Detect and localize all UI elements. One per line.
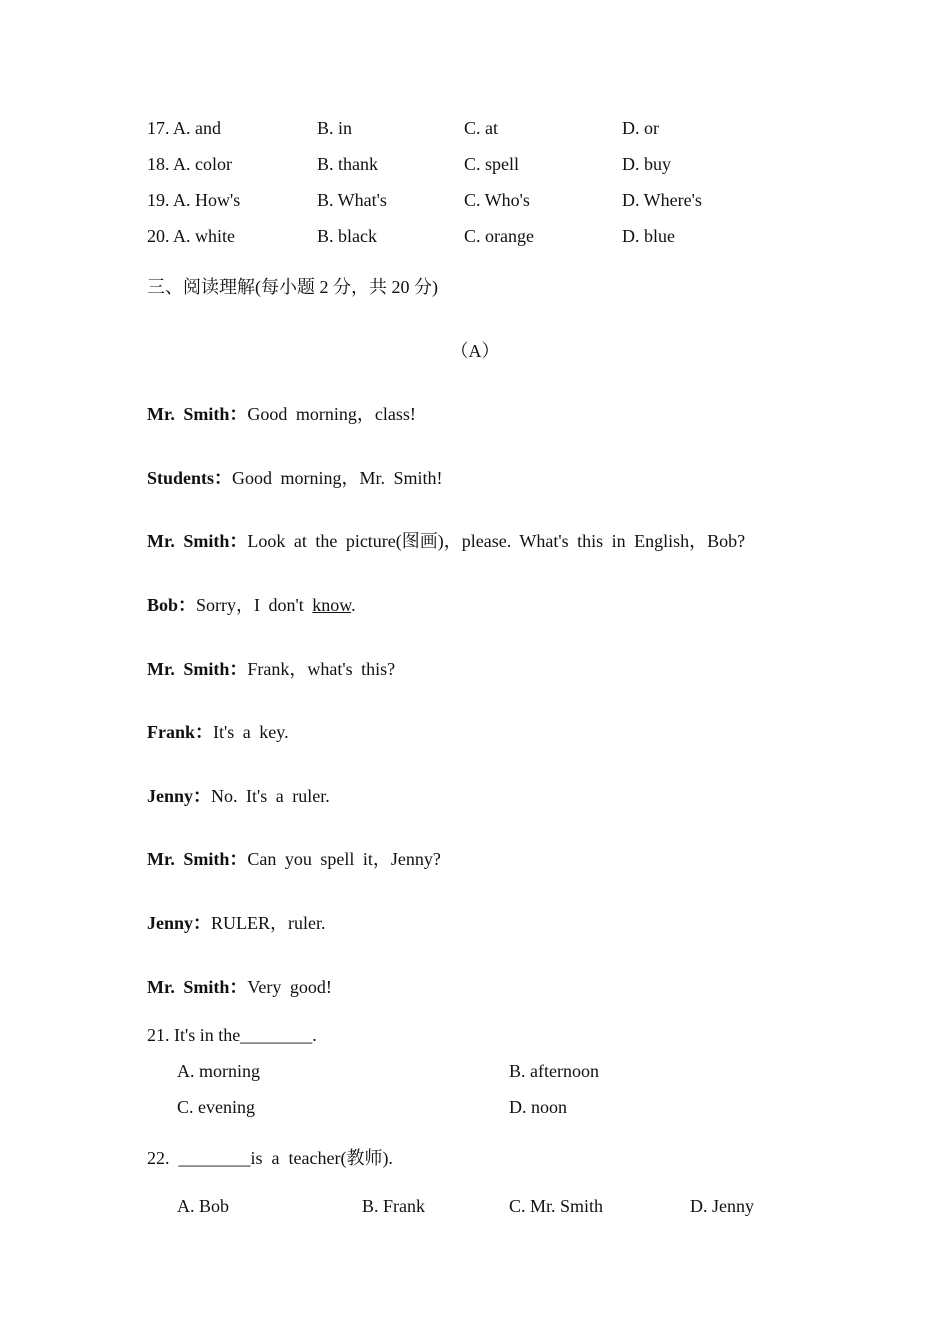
dialogue-line — [0, 466, 950, 490]
cloze-row-17 — [0, 116, 950, 140]
speaker-name: Bob： — [147, 595, 197, 615]
option-c: C. Who's — [464, 190, 530, 210]
speaker-name: Mr. Smith： — [147, 531, 248, 551]
option-d: D. blue — [622, 226, 675, 246]
question-number-option-a: 17. A. and — [147, 118, 221, 138]
question-22-option-c: C. Mr. Smith — [509, 1196, 604, 1216]
question-21-options-row-2 — [0, 1095, 950, 1119]
dialogue-line-content — [147, 975, 332, 999]
question-22-stem: 22. ________is a teacher(教师). — [147, 1148, 393, 1168]
question-21-options-row-1 — [0, 1059, 950, 1083]
question-21 — [0, 1023, 950, 1047]
dialogue-text: Sorry，I don't — [196, 595, 313, 615]
question-22 — [0, 1146, 950, 1170]
speaker-name: Mr. Smith： — [147, 849, 248, 869]
dialogue-line — [0, 657, 950, 681]
section-title — [0, 275, 950, 299]
option-d: D. Where's — [622, 190, 702, 210]
cloze-row-18 — [0, 152, 950, 176]
dialogue-line-content — [147, 402, 416, 426]
dialogue-line-content — [147, 784, 330, 808]
option-b: B. What's — [317, 190, 387, 210]
dialogue-line — [0, 847, 950, 871]
speaker-name: Mr. Smith： — [147, 404, 248, 424]
speaker-name: Mr. Smith： — [147, 977, 248, 997]
dialogue-text-end: . — [351, 595, 356, 615]
dialogue-text: Look at the picture(图画)，please. What's this in English，Bob? — [247, 531, 746, 551]
question-21-option-a: A. morning — [177, 1061, 260, 1081]
speaker-name: Jenny： — [147, 913, 212, 933]
speaker-name: Frank： — [147, 722, 214, 742]
dialogue-text: It's a key. — [213, 722, 289, 742]
option-d: D. buy — [622, 154, 671, 174]
speaker-name: Jenny： — [147, 786, 212, 806]
dialogue-line-content — [147, 593, 356, 617]
cloze-row-20 — [0, 224, 950, 248]
dialogue-line-content — [147, 529, 745, 553]
dialogue-text: No. It's a ruler. — [211, 786, 330, 806]
dialogue-text: Frank，what's this? — [247, 659, 396, 679]
dialogue-line — [0, 784, 950, 808]
question-number-option-a: 19. A. How's — [147, 190, 241, 210]
question-22-options — [0, 1194, 950, 1218]
option-c: C. spell — [464, 154, 520, 174]
dialogue-line-content — [147, 847, 441, 871]
section-title-text: 三、阅读理解(每小题 2 分，共 20 分) — [147, 277, 438, 297]
question-number-option-a: 20. A. white — [147, 226, 235, 246]
option-b: B. thank — [317, 154, 378, 174]
dialogue-text: RULER，ruler. — [211, 913, 326, 933]
dialogue-line — [0, 593, 950, 617]
option-b: B. in — [317, 118, 353, 138]
speaker-name: Students： — [147, 468, 233, 488]
question-21-option-b: B. afternoon — [509, 1061, 599, 1081]
dialogue-line — [0, 975, 950, 999]
option-c: C. orange — [464, 226, 534, 246]
dialogue-text: Good morning，Mr. Smith! — [232, 468, 443, 488]
question-21-option-c: C. evening — [177, 1097, 255, 1117]
speaker-name: Mr. Smith： — [147, 659, 248, 679]
option-b: B. black — [317, 226, 377, 246]
cloze-row-19 — [0, 188, 950, 212]
dialogue-line-content — [147, 720, 289, 744]
underlined-word: know — [312, 595, 352, 615]
option-c: C. at — [464, 118, 498, 138]
question-21-option-d: D. noon — [509, 1097, 567, 1117]
passage-label: （A） — [450, 341, 500, 361]
dialogue-text: Good morning，class! — [247, 404, 416, 424]
dialogue-line — [0, 402, 950, 426]
dialogue-line-content — [147, 466, 443, 490]
dialogue-line — [0, 911, 950, 935]
question-22-option-d: D. Jenny — [690, 1196, 754, 1216]
dialogue-text: Very good! — [247, 977, 332, 997]
question-21-stem: 21. It's in the________. — [147, 1025, 317, 1045]
dialogue-text: Can you spell it，Jenny? — [247, 849, 441, 869]
option-d: D. or — [622, 118, 659, 138]
question-22-option-b: B. Frank — [362, 1196, 425, 1216]
dialogue-line — [0, 529, 950, 553]
dialogue-line — [0, 720, 950, 744]
question-22-option-a: A. Bob — [177, 1196, 230, 1216]
question-number-option-a: 18. A. color — [147, 154, 232, 174]
dialogue-line-content — [147, 657, 395, 681]
dialogue-line-content — [147, 911, 326, 935]
